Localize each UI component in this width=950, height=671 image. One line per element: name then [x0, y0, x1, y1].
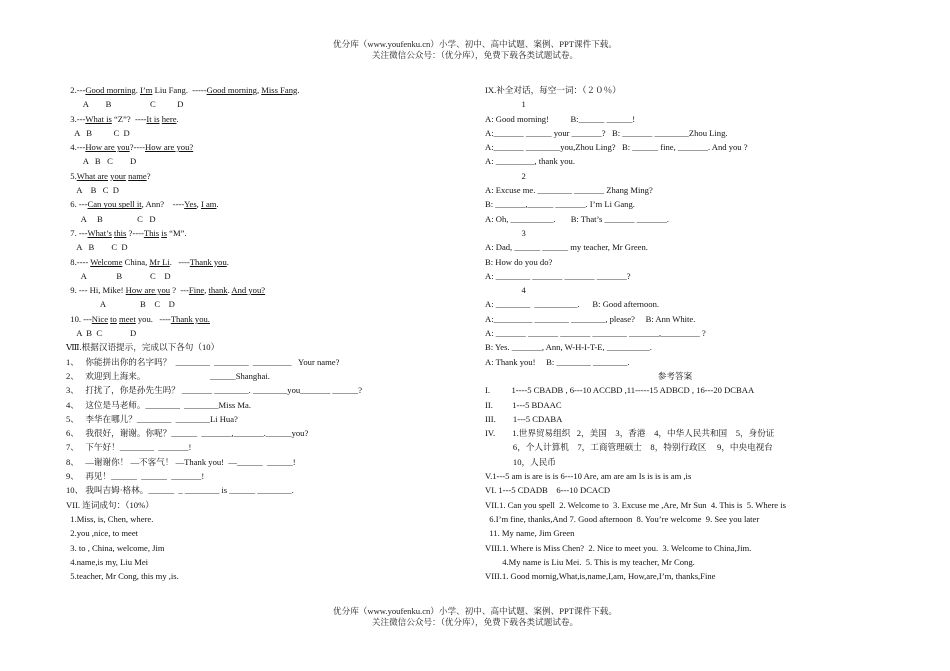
text-run: ?----: [126, 227, 144, 238]
text-run: 3: [485, 227, 526, 238]
text-run: your: [110, 170, 126, 181]
left-line: [66, 498, 466, 512]
text-run: 6、 我很好，谢谢。你呢？______ _______,_______.______you?: [66, 428, 309, 439]
text-run: This: [143, 227, 160, 238]
right-line: [485, 240, 865, 254]
left-line: [66, 169, 466, 183]
text-run: 1: [485, 99, 526, 110]
left-line: [66, 555, 466, 569]
text-run: 8、 —谢谢你！ —不客气！ —Thank you! —______ ______!: [66, 456, 296, 467]
text-run: 7、 下午好！________ _______!: [66, 442, 192, 453]
text-run: 3. to , China, welcome, Jim: [66, 542, 165, 553]
right-line: [485, 269, 865, 283]
text-run: Mr Li: [149, 256, 170, 267]
right-line: [485, 569, 865, 583]
text-run: B: Yes. _______, Ann, W-H-I-T-E, __________.: [485, 342, 652, 353]
text-run: 4、 这位是马老师。________ ________Miss Ma.: [66, 399, 252, 410]
text-run: Good morning: [85, 85, 136, 95]
text-run: .: [297, 85, 300, 95]
right-line: [485, 483, 865, 497]
text-run: 2、 欢迎到上海来。 ______Shanghai.: [66, 370, 270, 381]
text-run: name: [128, 170, 147, 181]
text-run: Ⅷ.根据汉语提示，完成以下各句（10）: [66, 342, 220, 353]
text-run: .: [176, 113, 179, 124]
text-run: .: [227, 285, 232, 296]
text-run: 1.Miss, is, Chen, where.: [66, 513, 154, 524]
text-run: IX.补全对话，每空一词：（２０％）: [485, 85, 621, 95]
text-run: 10、 我叫吉姆·格林。______ _ ________ is ______ ________.: [66, 485, 294, 496]
text-run: A:_________ ________ ________, please? B: Ann White.: [485, 313, 696, 324]
text-run: 6，个人计算机 7，工商管理硕士 8，特别行政区 9，中央电视台: [485, 442, 773, 453]
left-line: [66, 412, 466, 426]
text-run: III. 1---5 CDABA: [485, 413, 563, 424]
left-line: [66, 112, 466, 126]
text-run: 11. My name, Jim Green: [485, 528, 575, 539]
text-run: A B C D: [66, 328, 137, 339]
text-run: It is: [146, 113, 160, 124]
text-run: .: [216, 199, 219, 210]
footer-line-1: 优分库（www.youfenku.cn）小学、初中、高中试题、案例、PPT课件下载。: [333, 606, 617, 616]
text-run: Thank you: [189, 256, 227, 267]
text-run: ,: [256, 85, 262, 95]
text-run: A B C D: [66, 270, 171, 281]
text-run: 1、 你能拼出你的名字吗？ ________ ________ _________ Your name?: [66, 356, 340, 367]
left-line: [66, 541, 466, 555]
header-line-2: 关注微信公众号：（优分库），免费下载各类试题试卷。: [371, 50, 579, 60]
text-run: 6.I’m fine, thanks,And 7. Good afternoon 8. You’re welcome 9. See you later: [485, 513, 760, 524]
text-run: 4.My name is Liu Mei. 5. This is my teacher, Mr Cong.: [485, 556, 695, 567]
left-line: [66, 440, 466, 454]
left-column: [66, 83, 466, 583]
text-run: A: _______ _______ _______ ________ _______,_________ ?: [485, 328, 706, 339]
text-run: A B C D: [66, 185, 120, 196]
text-run: this: [113, 227, 127, 238]
left-line: [66, 154, 466, 168]
text-run: A B C D: [66, 127, 130, 138]
right-line: [485, 97, 865, 111]
text-run: 8.----: [66, 256, 91, 267]
text-run: A B C D: [66, 99, 184, 110]
text-run: China,: [122, 256, 150, 267]
right-line: [485, 541, 865, 555]
text-run: VIII.1. Good mornig,What,is,name,I,am, How,are,I’m, thanks,Fine: [485, 571, 716, 582]
left-line: [66, 512, 466, 526]
text-run: Welcome: [90, 256, 123, 267]
left-line: [66, 126, 466, 140]
text-run: A: Oh, __________. B: That’s _______ _______.: [485, 213, 669, 224]
text-run: .: [135, 85, 140, 95]
left-line: [66, 255, 466, 269]
text-run: 10，人民币: [485, 456, 556, 467]
right-line: [485, 112, 865, 126]
text-run: What’s: [87, 227, 112, 238]
text-run: What are: [76, 170, 108, 181]
left-line: [66, 469, 466, 483]
text-run: I am: [200, 199, 217, 210]
text-run: .: [226, 256, 229, 267]
right-line: [485, 498, 865, 512]
right-line: [485, 526, 865, 540]
text-run: A B C D: [66, 213, 156, 224]
left-line: [66, 240, 466, 254]
text-run: A:_______ ______ your _______? B: _______ ________Zhou Ling.: [485, 127, 728, 138]
text-run: A B C D: [66, 242, 128, 253]
footer-line-2: 关注微信公众号：（优分库），免费下载各类试题试卷。: [371, 617, 579, 627]
right-line: [485, 326, 865, 340]
text-run: is: [161, 227, 167, 238]
left-line: [66, 426, 466, 440]
text-run: How are you?: [144, 142, 194, 153]
text-run: Liu Fang. -----: [152, 85, 207, 95]
text-run: II. 1---5 BDAAC: [485, 399, 562, 410]
left-line: [66, 455, 466, 469]
left-line: [66, 569, 466, 583]
right-line: [485, 469, 865, 483]
right-line: [485, 512, 865, 526]
text-run: A: Excuse me. ________ _______ Zhang Ming?: [485, 185, 653, 196]
text-run: “Z”? ----: [111, 113, 147, 124]
right-line: [485, 154, 865, 168]
text-run: VII. 连词成句：（10%）: [66, 499, 154, 510]
text-run: Thank you.: [170, 313, 210, 324]
text-run: 4.name,is my, Liu Mei: [66, 556, 149, 567]
text-run: B: _______,______ _______. I’m Li Gang.: [485, 199, 635, 210]
text-run: ,: [196, 199, 201, 210]
text-run: 10. ---: [66, 313, 92, 324]
text-run: 6. ---: [66, 199, 88, 210]
left-line: [66, 326, 466, 340]
right-line: [485, 212, 865, 226]
text-run: A: Good morning! B:______ ______!: [485, 113, 636, 124]
left-line: [66, 183, 466, 197]
text-run: . ----: [169, 256, 190, 267]
text-run: I. 1----5 CBADB , 6---10 ACCBD ,11-----15 ADBCD , 16---20 DCBAA: [485, 385, 755, 396]
right-line: [485, 255, 865, 269]
text-run: Nice: [91, 313, 109, 324]
right-line: [485, 426, 865, 440]
text-run: A: Dad, ______ ______ my teacher, Mr Green.: [485, 242, 648, 253]
left-line: [66, 269, 466, 283]
text-run: And you?: [231, 285, 266, 296]
text-run: How are you: [125, 285, 171, 296]
text-run: 5、 李华在哪儿？________ ________Li Hua?: [66, 413, 238, 424]
text-run: Miss Fang: [261, 85, 298, 95]
text-run: 3、 打扰了，你是孙先生吗？ _______ ________. ________you_______ ______?: [66, 385, 363, 396]
text-run: ,: [204, 285, 209, 296]
text-run: What is: [85, 113, 112, 124]
text-run: A B C D: [66, 156, 137, 167]
right-line: [485, 555, 865, 569]
text-run: A: ________ __________. B: Good afternoon.: [485, 299, 660, 310]
text-run: A B C D: [66, 299, 175, 310]
left-line: [66, 340, 466, 354]
left-line: [66, 398, 466, 412]
text-run: A: Thank you! B: ________ ________.: [485, 356, 630, 367]
left-line: [66, 355, 466, 369]
left-line: [66, 226, 466, 240]
text-run: 9、 再见！______ ______ _______!: [66, 471, 205, 482]
right-line: [485, 355, 865, 369]
page-footer: [0, 606, 950, 628]
left-line: [66, 212, 466, 226]
right-line: [485, 226, 865, 240]
page-header: [0, 39, 950, 61]
text-run: A: _________, thank you.: [485, 156, 575, 167]
right-line: [485, 455, 865, 469]
right-line: [485, 383, 865, 397]
text-run: I’m: [140, 85, 153, 95]
text-run: A:_______ ________you,Zhou Ling? B: ______ fine, _______. And you ?: [485, 142, 748, 153]
right-line: [485, 197, 865, 211]
left-line: [66, 312, 466, 326]
text-run: 参考答案: [657, 370, 693, 381]
text-run: Fine: [188, 285, 205, 296]
right-line: [485, 440, 865, 454]
text-run: 2: [485, 170, 526, 181]
right-line: [485, 312, 865, 326]
left-line: [66, 369, 466, 383]
text-run: “M”.: [167, 227, 187, 238]
text-run: VII.1. Can you spell 2. Welcome to 3. Excuse me ,Are, Mr Sun 4. This is 5. Where is: [485, 499, 786, 510]
right-line: [485, 398, 865, 412]
text-run: , Ann? ----: [141, 199, 185, 210]
left-line: [66, 97, 466, 111]
text-run: ? ---: [170, 285, 189, 296]
right-line: [485, 283, 865, 297]
text-run: to: [110, 313, 117, 324]
right-line: [485, 412, 865, 426]
right-line: [485, 340, 865, 354]
text-run: ?----: [129, 142, 145, 153]
text-run: How are you: [85, 142, 130, 153]
text-run: IV. 1.世界贸易组织 2，美国 3，香港 4，中华人民共和国 5，身份证: [485, 428, 775, 439]
right-line: [485, 169, 865, 183]
right-column: [485, 83, 865, 583]
text-run: thank: [208, 285, 228, 296]
right-line: [485, 83, 865, 97]
text-run: Yes: [184, 199, 197, 210]
text-run: A: ________ _______ _______ _______?: [485, 270, 631, 281]
right-line: [485, 140, 865, 154]
right-line: [485, 369, 865, 383]
text-run: 5.: [66, 170, 77, 181]
right-line: [485, 183, 865, 197]
text-run: 4.---: [66, 142, 86, 153]
text-run: VI. 1---5 CDADB 6---10 DCACD: [485, 485, 611, 496]
text-run: Good morning: [206, 85, 257, 95]
left-line: [66, 483, 466, 497]
left-line: [66, 140, 466, 154]
text-run: 4: [485, 285, 526, 296]
text-run: Can you spell it: [87, 199, 142, 210]
header-line-1: 优分库（www.youfenku.cn）小学、初中、高中试题、案例、PPT课件下载。: [333, 39, 617, 49]
right-line: [485, 126, 865, 140]
text-run: 2.---: [66, 85, 86, 95]
right-line: [485, 297, 865, 311]
left-line: [66, 383, 466, 397]
left-line: [66, 297, 466, 311]
text-run: 9. --- Hi, Mike!: [66, 285, 126, 296]
text-run: here: [161, 113, 177, 124]
left-line: [66, 83, 466, 97]
text-run: 5.teacher, Mr Cong, this my ,is.: [66, 571, 179, 582]
text-run: meet: [119, 313, 136, 324]
text-run: V.1---5 am is are is is 6---10 Are, am are am Is is is is am ,is: [485, 471, 692, 482]
text-run: 3.---: [66, 113, 86, 124]
text-run: 7. ---: [66, 227, 88, 238]
text-run: VIII.1. Where is Miss Chen? 2. Nice to meet you. 3. Welcome to China,Jim.: [485, 542, 752, 553]
left-line: [66, 197, 466, 211]
left-line: [66, 526, 466, 540]
left-line: [66, 283, 466, 297]
text-run: 2.you ,nice, to meet: [66, 528, 139, 539]
text-run: you. ----: [135, 313, 171, 324]
text-run: ?: [146, 170, 151, 181]
text-run: B: How do you do?: [485, 256, 553, 267]
